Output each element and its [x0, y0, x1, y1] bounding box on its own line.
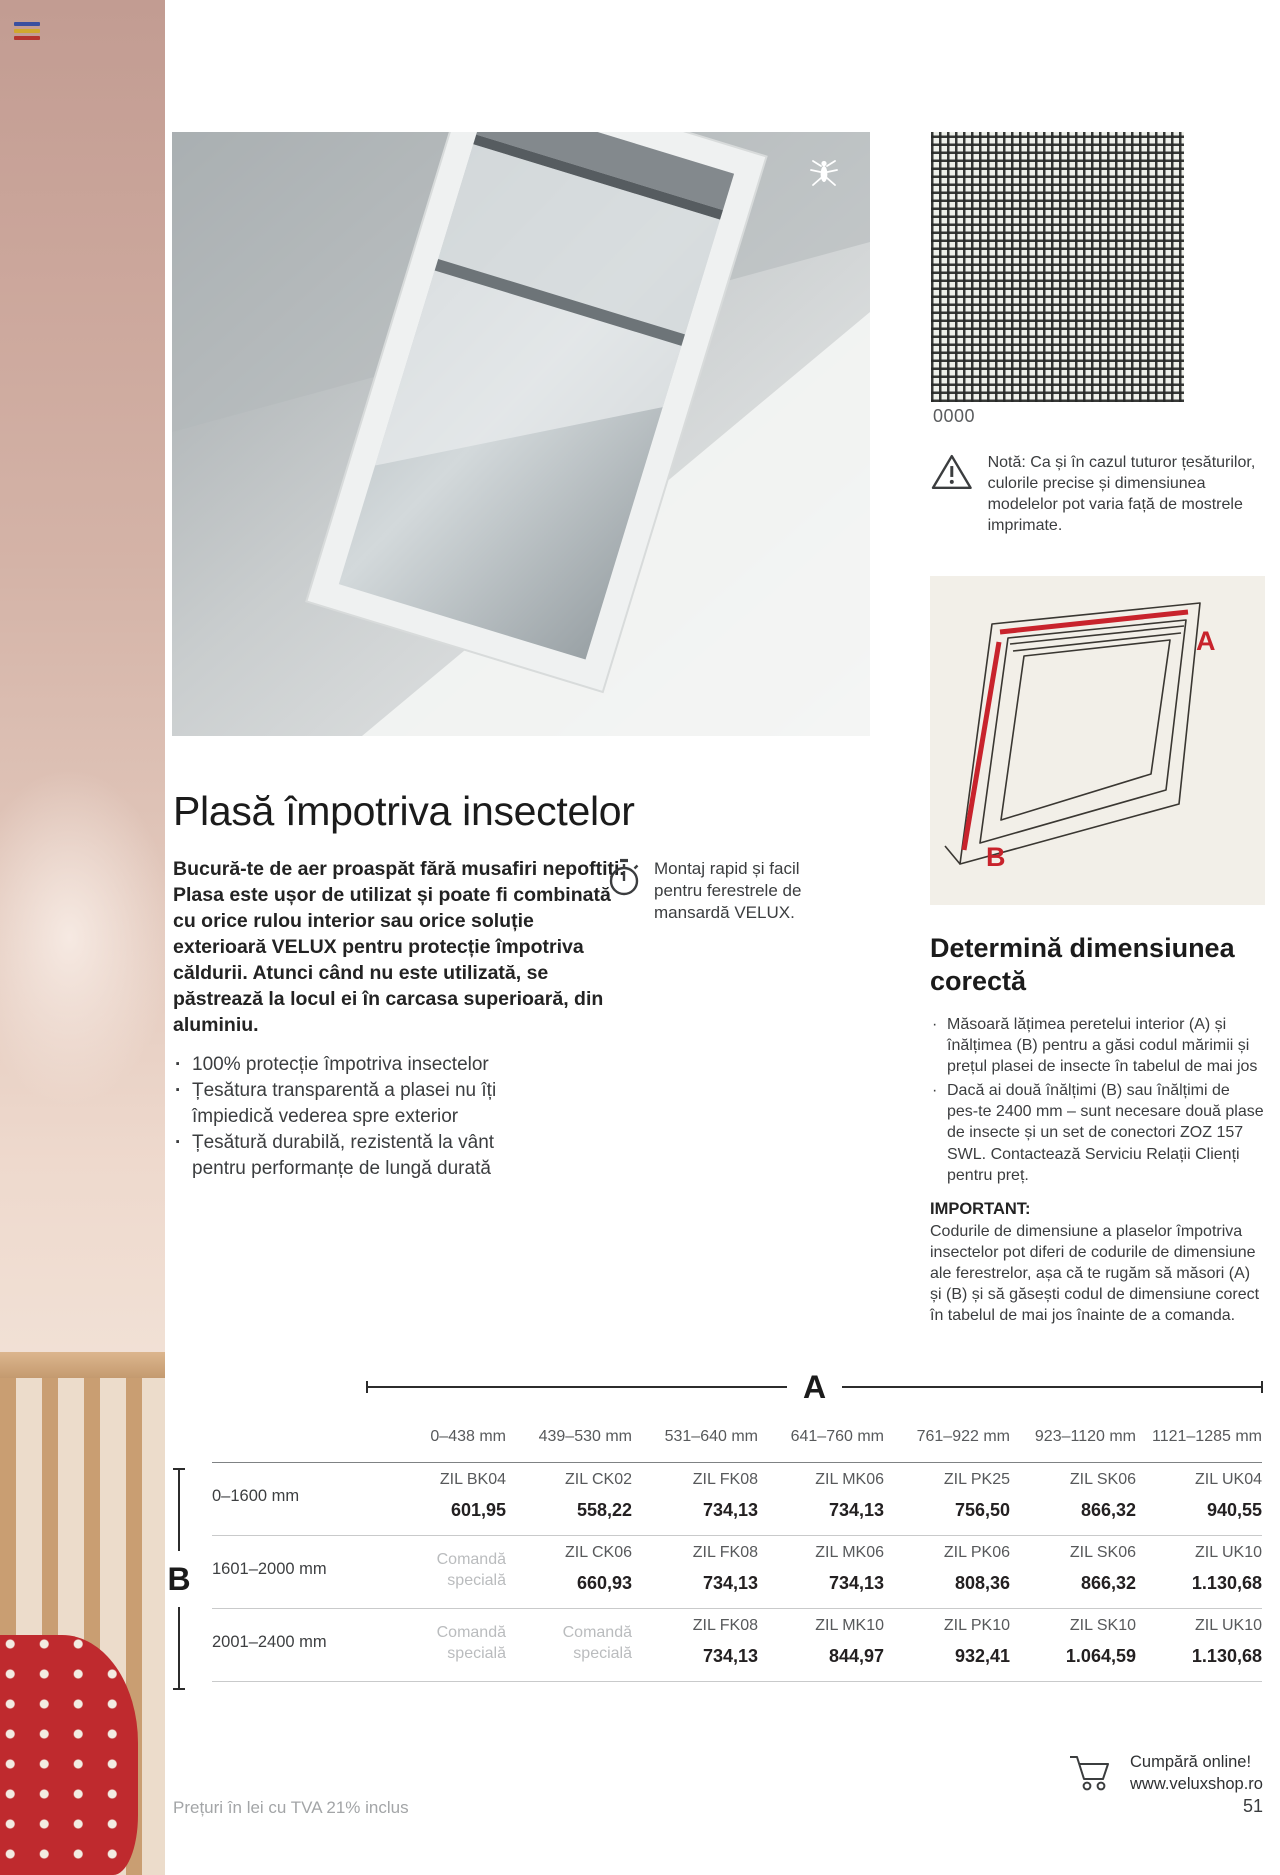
- page-number: 51: [1242, 1796, 1263, 1816]
- important-label: IMPORTANT:: [930, 1200, 1031, 1219]
- shop-url-link[interactable]: www.veluxshop.ro: [1130, 1774, 1263, 1793]
- column-header: 923–1120 mm: [1034, 1428, 1136, 1445]
- warning-icon: [930, 452, 974, 492]
- product-code: ZIL BK04: [439, 1471, 506, 1488]
- sizing-guide: [930, 932, 1265, 1326]
- stopwatch-icon: [607, 858, 641, 898]
- feature-item: · Țesătura transparentă a plasei nu îți împiedică vederea spre exterior: [173, 1078, 541, 1130]
- table-row: [212, 1536, 1262, 1609]
- column-header: 641–760 mm: [790, 1428, 884, 1445]
- price-cell: [884, 1617, 1010, 1667]
- price-value: 1.130,68: [1191, 1573, 1262, 1593]
- product-code: ZIL UK10: [1195, 1617, 1262, 1634]
- sizing-instructions: [930, 1014, 1265, 1186]
- price-value: 932,41: [954, 1646, 1010, 1666]
- special-order-cell: [380, 1617, 506, 1667]
- mesh-swatch: [931, 132, 1184, 402]
- fabric-note: [930, 452, 1265, 536]
- note-text: Notă: Ca și în cazul tuturor țesăturilor, culorile precise și dimensiunea modelelor pot varia față de mostrele imprimate.: [987, 454, 1256, 535]
- price-value: 808,36: [954, 1573, 1010, 1593]
- product-code: ZIL CK06: [565, 1544, 632, 1561]
- column-header: 761–922 mm: [916, 1428, 1010, 1445]
- height-dimension-indicator: [160, 1468, 198, 1690]
- price-value: 866,32: [1080, 1500, 1136, 1520]
- cart-icon: [1068, 1752, 1114, 1794]
- crib-rail-photo: [0, 1352, 165, 1378]
- price-cell: [884, 1471, 1010, 1521]
- price-cell: [1136, 1617, 1262, 1667]
- price-value: 756,50: [954, 1500, 1010, 1520]
- column-header: 0–438 mm: [430, 1428, 506, 1445]
- price-value: 660,93: [576, 1573, 632, 1593]
- special-order-cell: [506, 1617, 632, 1667]
- price-value: 1.064,59: [1065, 1646, 1136, 1666]
- price-cell: [1010, 1544, 1136, 1594]
- width-dimension-indicator: [366, 1366, 1263, 1408]
- flag-icon: [14, 22, 40, 40]
- red-clothing-photo: [0, 1635, 138, 1875]
- table-row: [212, 1463, 1262, 1536]
- product-code: ZIL FK08: [692, 1544, 758, 1561]
- price-value: 866,32: [1080, 1573, 1136, 1593]
- sizing-step: · Dacă ai două înălțimi (B) sau înălțimi de pes-te 2400 mm – sunt necesare două plase de insecte și un set de conectori ZOZ 157 SWL. Contactează Serviciu Relații Clienți pentru preț.: [930, 1080, 1265, 1186]
- special-order-text: Comandă specială: [436, 1551, 506, 1589]
- dimension-a-label: A: [802, 1369, 827, 1405]
- price-cell: [1010, 1471, 1136, 1521]
- price-value: 734,13: [828, 1573, 884, 1593]
- price-cell: [1136, 1544, 1262, 1594]
- feature-item: · 100% protecție împotriva insectelor: [173, 1052, 541, 1078]
- row-label: 2001–2400 mm: [212, 1632, 327, 1651]
- price-cell: [632, 1471, 758, 1521]
- insect-icon: [806, 156, 842, 192]
- window-measure-drawing: [930, 576, 1265, 905]
- price-cell: [758, 1544, 884, 1594]
- product-code: ZIL SK06: [1069, 1471, 1136, 1488]
- sizing-heading: Determină dimensiunea corectă: [930, 933, 1235, 996]
- price-cell: [506, 1544, 632, 1594]
- price-value: 601,95: [450, 1500, 506, 1520]
- price-table: [212, 1428, 1262, 1682]
- row-label: 1601–2000 mm: [212, 1559, 327, 1578]
- shop-cta-text: Cumpără online!: [1130, 1753, 1252, 1771]
- price-cell: [632, 1544, 758, 1594]
- product-code: ZIL PK06: [943, 1544, 1010, 1561]
- column-header: 439–530 mm: [538, 1428, 632, 1445]
- price-cell: [758, 1471, 884, 1521]
- price-value: 734,13: [828, 1500, 884, 1520]
- product-code: ZIL MK06: [815, 1544, 884, 1561]
- table-header-row: [212, 1428, 1262, 1463]
- page-title: Plasă împotriva insectelor: [173, 788, 635, 834]
- roof-window-photo: [172, 132, 870, 736]
- column-header: 531–640 mm: [664, 1428, 758, 1445]
- product-code: ZIL MK10: [815, 1617, 884, 1634]
- price-cell: [884, 1544, 1010, 1594]
- install-note: [607, 858, 822, 924]
- price-value: 1.130,68: [1191, 1646, 1262, 1666]
- product-code: ZIL FK08: [692, 1617, 758, 1634]
- column-header: 1121–1285 mm: [1152, 1428, 1262, 1445]
- price-cell: [1010, 1617, 1136, 1667]
- product-code: ZIL SK10: [1069, 1617, 1136, 1634]
- price-cell: [380, 1471, 506, 1521]
- price-value: 940,55: [1206, 1500, 1262, 1520]
- product-code: ZIL PK25: [943, 1471, 1010, 1488]
- product-code: ZIL PK10: [943, 1617, 1010, 1634]
- price-value: 734,13: [702, 1646, 758, 1666]
- price-cell: [758, 1617, 884, 1667]
- price-cell: [1136, 1471, 1262, 1521]
- product-code: ZIL CK02: [565, 1471, 632, 1488]
- product-lead: Bucură-te de aer proaspăt fără musafiri nepoftiți. Plasa este ușor de utilizat și poate fi combinată cu orice rulou interior sau orice soluție exterioară VELUX pentru protecție împotriva căldurii. Atunci când nu este utilizată, se păstrează la locul ei în carcasa superioară, din aluminiu.: [173, 858, 625, 1036]
- product-code: ZIL MK06: [815, 1471, 884, 1488]
- row-label: 0–1600 mm: [212, 1486, 300, 1505]
- dimension-b-label: B: [167, 1561, 191, 1597]
- size-diagram: [930, 576, 1265, 905]
- price-cell: [506, 1471, 632, 1521]
- diagram-label-a: A: [1196, 626, 1216, 656]
- product-code: ZIL UK10: [1195, 1544, 1262, 1561]
- feature-list: [173, 1052, 541, 1182]
- price-value: 844,97: [828, 1646, 884, 1666]
- special-order-text: Comandă specială: [562, 1624, 632, 1662]
- price-cell: [632, 1617, 758, 1667]
- price-value: 558,22: [576, 1500, 632, 1520]
- special-order-cell: [380, 1544, 506, 1594]
- vat-note: Prețuri în lei cu TVA 21% inclus: [173, 1798, 409, 1817]
- product-code: ZIL FK08: [692, 1471, 758, 1488]
- table-row: [212, 1609, 1262, 1682]
- price-value: 734,13: [702, 1573, 758, 1593]
- sizing-step: · Măsoară lățimea peretelui interior (A) și înălțimea (B) pentru a găsi codul mărimii și prețul plasei de insecte în tabelul de mai jos: [930, 1014, 1265, 1078]
- product-code: ZIL UK04: [1195, 1471, 1262, 1488]
- shop-online-cta: [1068, 1752, 1263, 1796]
- product-code: ZIL SK06: [1069, 1544, 1136, 1561]
- feature-item: · Țesătură durabilă, rezistentă la vânt pentru performanțe de lungă durată: [173, 1130, 541, 1182]
- left-photo-strip: [0, 0, 165, 1875]
- product-photo: [172, 132, 870, 736]
- special-order-text: Comandă specială: [436, 1624, 506, 1662]
- diagram-label-b: B: [986, 842, 1006, 872]
- important-text: Codurile de dimensiune a plaselor împotriva insectelor pot diferi de codurile de dimensiune ale ferestrelor, așa că te rugăm să măsori (A) și (B) și să găsești codul de dimensiune corect în tabelul de mai jos înainte de a comanda.: [930, 1223, 1260, 1325]
- install-text: Montaj rapid și facil pentru ferestrele de mansardă VELUX.: [654, 859, 802, 922]
- swatch-code: 0000: [933, 406, 976, 426]
- price-value: 734,13: [702, 1500, 758, 1520]
